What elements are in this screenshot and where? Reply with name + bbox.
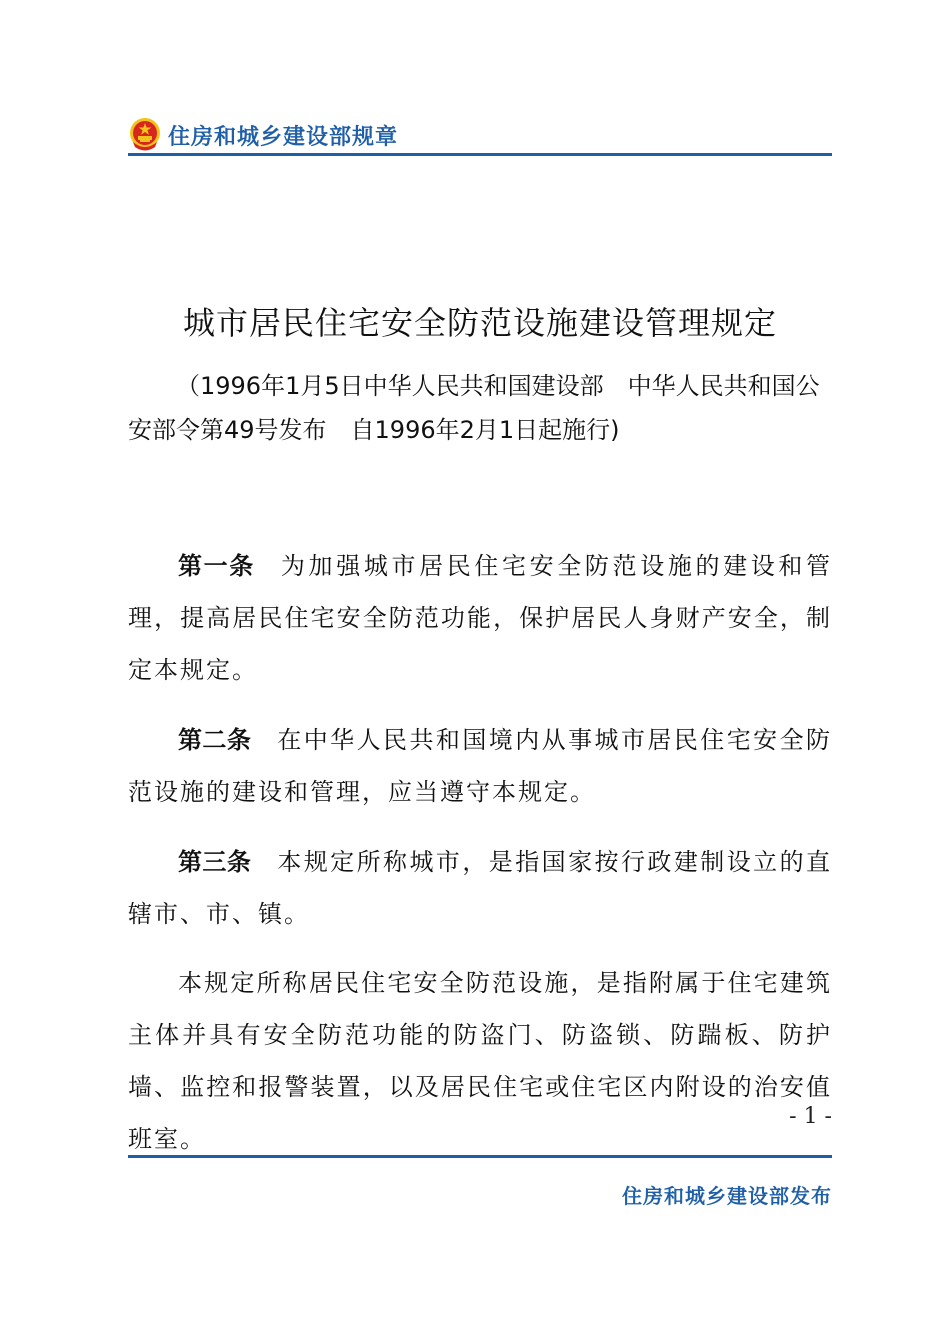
header-title: 住房和城乡建设部规章 (168, 125, 399, 150)
article-paragraph (128, 957, 832, 1165)
article-text: 为加强城市居民住宅安全防范设施的建设和管理，提高居民住宅安全防范功能，保护居民人身财产安全，制定本规定。 (128, 552, 833, 684)
document-subtitle: （1996年1月5日中华人民共和国建设部 中华人民共和国公安部令第49号发布 自1996年2月1日起施行) (128, 372, 820, 444)
page-header (128, 114, 832, 154)
article-3 (128, 836, 832, 940)
page-number: - 1 - (789, 1104, 832, 1129)
article-text: 本规定所称城市，是指国家按行政建制设立的直辖市、市、镇。 (128, 848, 833, 928)
article-text: 在中华人民共和国境内从事城市居民住宅安全防范设施的建设和管理，应当遵守本规定。 (128, 726, 833, 806)
article-1 (128, 540, 832, 696)
article-number: 第二条 (178, 726, 252, 754)
national-emblem-icon (128, 116, 162, 152)
document-title: 城市居民住宅安全防范设施建设管理规定 (182, 304, 777, 342)
article-number: 第一条 (178, 552, 255, 580)
footer-divider (128, 1155, 832, 1158)
paragraph-text: 本规定所称居民住宅安全防范设施，是指附属于住宅建筑主体并具有安全防范功能的防盗门、防盗锁、防踹板、防护墙、监控和报警装置，以及居民住宅或住宅区内附设的治安值班室。 (128, 969, 832, 1153)
footer-publisher: 住房和城乡建设部发布 (622, 1184, 832, 1208)
article-2 (128, 714, 832, 818)
article-number: 第三条 (178, 848, 252, 876)
header-divider (128, 153, 832, 156)
